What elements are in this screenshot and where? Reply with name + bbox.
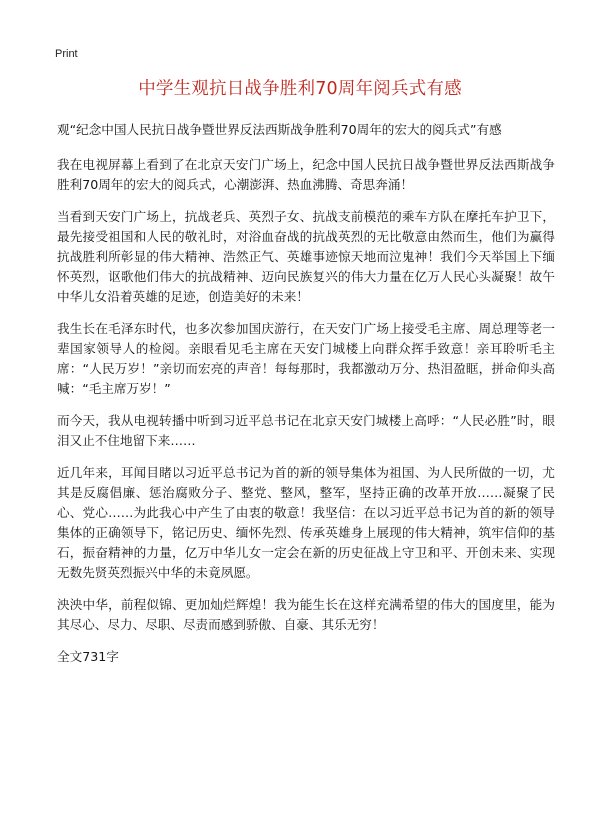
article-paragraph: 泱泱中华，前程似锦、更加灿烂辉煌！我为能生长在这样充满希望的伟大的国度里，能为其尽心、尽力、尽职、尽责而感到骄傲、自豪、其乐无穷！ xyxy=(57,597,555,632)
article-paragraph: 我生长在毛泽东时代，也多次参加国庆游行，在天安门广场上接受毛主席、周总理等老一辈国家领导人的检阅。亲眼看见毛主席在天安门城楼上向群众挥手致意！亲耳聆听毛主席：“人民万岁！”亲切而宏亮的声音！每每那时，我都激动万分、热泪盈眶，拼命仰头高喊：“毛主席万岁！” xyxy=(57,321,555,396)
article-paragraph: 当看到天安门广场上，抗战老兵、英烈子女、抗战支前模范的乘车方队在摩托车护卫下，最先接受祖国和人民的敬礼时，对浴血奋战的抗战英烈的无比敬意由然而生，他们为赢得抗战胜利所彰显的伟大精神、浩然正气、英雄事迹惊天地而泣鬼神！我们今天举国上下缅怀英烈，讴歌他们伟大的抗战精神、迈向民族复兴的伟大力量在亿万人民心头凝聚！故午中华儿女沿着英雄的足迹，创造美好的未来！ xyxy=(57,209,555,304)
article-subtitle-paragraph: 观“纪念中国人民抗日战争暨世界反法西斯战争胜利70周年的宏大的阅兵式”有感 xyxy=(57,122,502,137)
word-count: 全文731字 xyxy=(57,649,119,664)
article-paragraph: 而今天，我从电视转播中听到习近平总书记在北京天安门城楼上高呼：“人民必胜”时，眼泪又止不住地留下来…… xyxy=(57,413,555,448)
article-paragraph: 我在电视屏幕上看到了在北京天安门广场上，纪念中国人民抗日战争暨世界反法西斯战争胜利70周年的宏大的阅兵式，心潮澎湃、热血沸腾、奇思奔涌！ xyxy=(57,157,555,192)
article-body xyxy=(57,120,555,667)
article-title: 中学生观抗日战争胜利70周年阅兵式有感 xyxy=(138,79,462,99)
print-link[interactable]: Print xyxy=(55,48,78,60)
article-paragraph: 近几年来，耳闻目睹以习近平总书记为首的新的领导集体为祖国、为人民所做的一切，尤其是反腐倡廉、惩治腐败分子、整党、整风，整军，坚持正确的改革开放……凝聚了民心、党心……为此我心中产生了由衷的敬意！我坚信：在以习近平总书记为首的新的领导集体的正确领导下，铭记历史、缅怀先烈、传承英雄身上展现的伟大精神，筑牢信仰的基石，振奋精神的力量，亿万中华儿女一定会在新的历史征战上守卫和平、开创未来、实现无数先贤英烈振兴中华的未竟夙愿。 xyxy=(57,465,555,580)
